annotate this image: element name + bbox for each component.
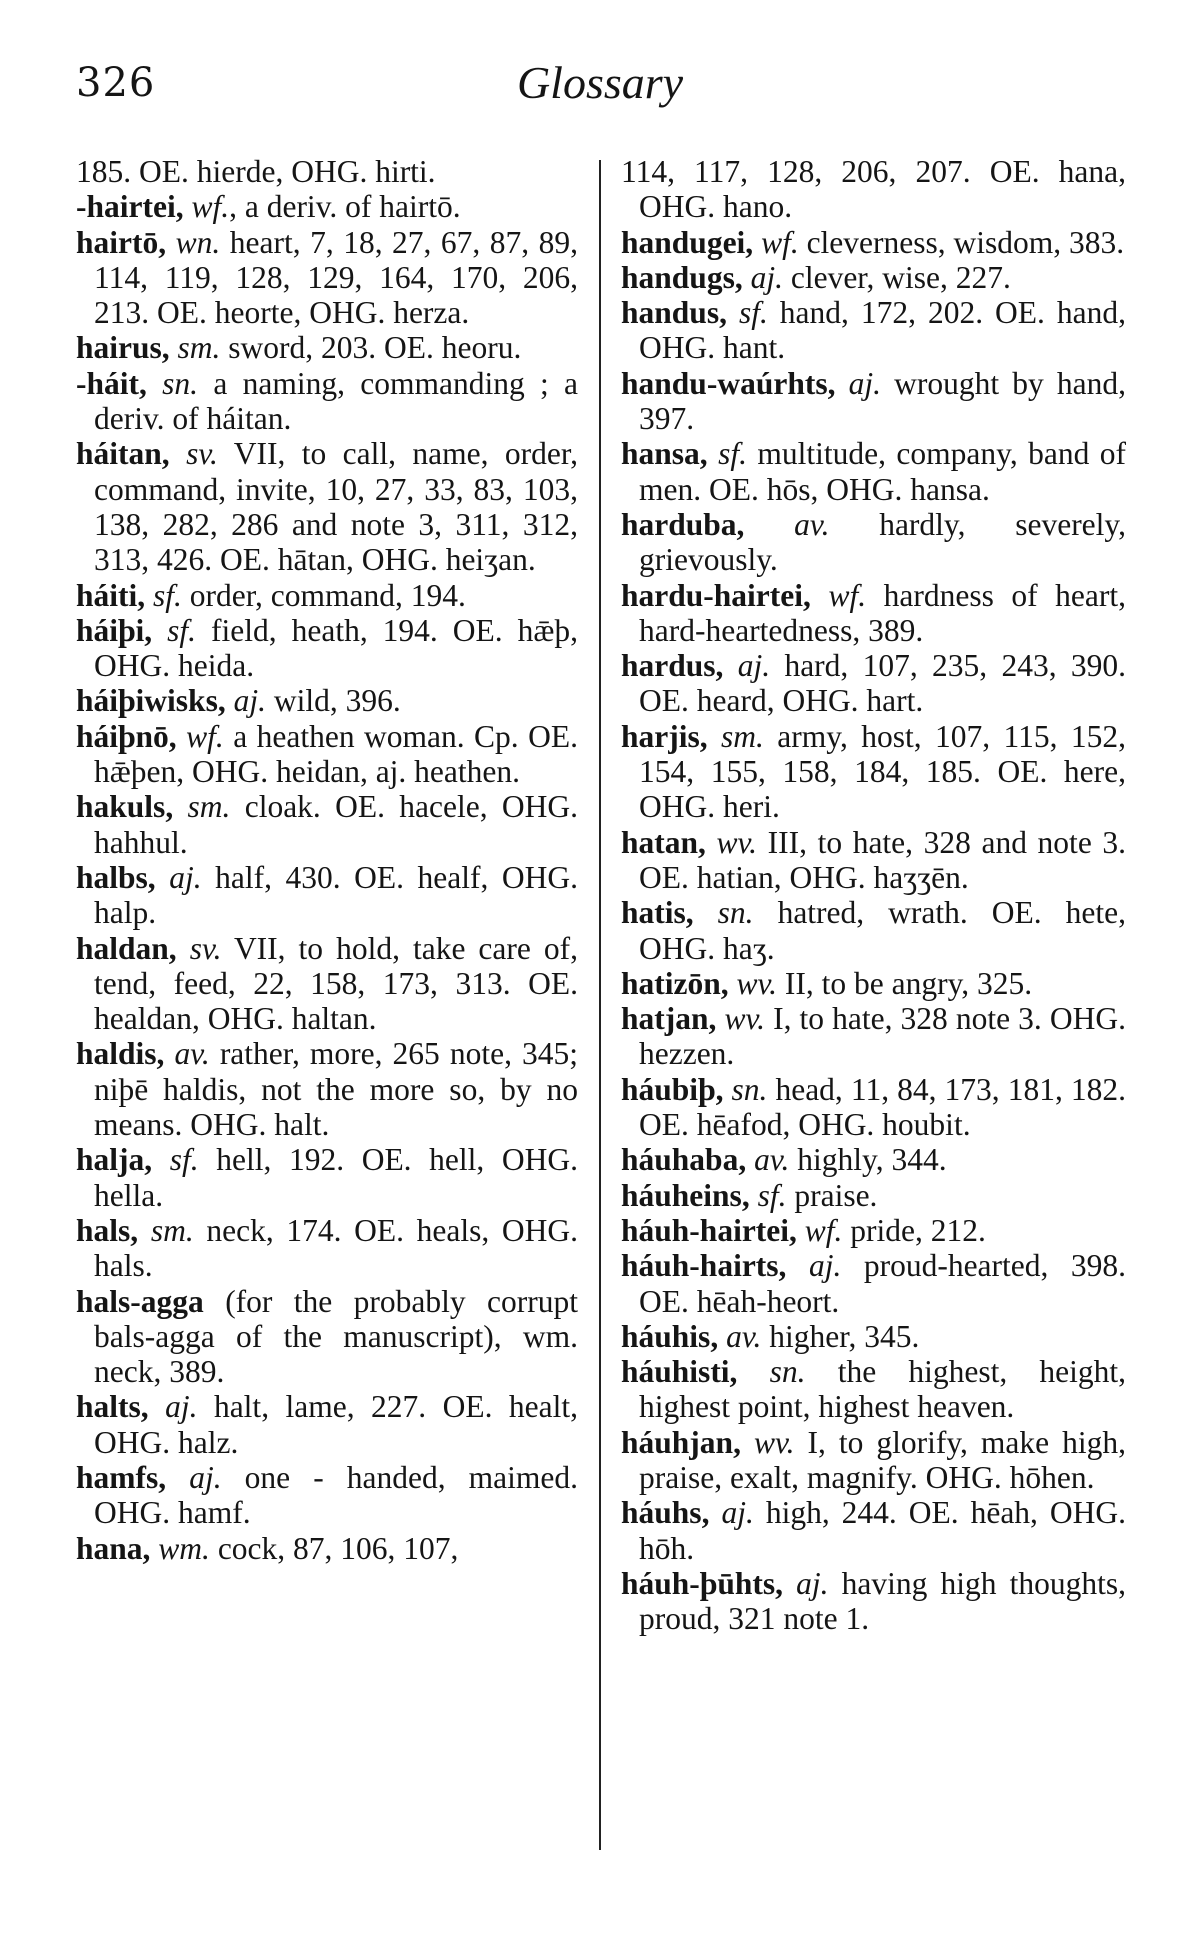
column-divider xyxy=(599,160,601,1850)
entry-definition: cloak. OE. hacele, OHG. hahhul. xyxy=(94,789,579,860)
entry-grammar: sf. xyxy=(757,1177,787,1213)
entry-headword: háuhs, xyxy=(621,1495,710,1531)
glossary-entry xyxy=(76,330,578,365)
glossary-entry xyxy=(76,578,578,613)
entry-headword: haldan, xyxy=(76,930,177,966)
entry-definition: pride, 212. xyxy=(850,1212,986,1248)
entry-headword: háiþi, xyxy=(76,612,153,648)
entry-headword: halbs, xyxy=(76,859,156,895)
glossary-entry xyxy=(76,225,578,331)
entry-grammar: aj. xyxy=(165,1389,198,1425)
entry-headword: hals-agga xyxy=(76,1283,204,1319)
entry-definition: III, to hate, 328 and note 3. OE. hatian, OHG. haʒʒēn. xyxy=(639,824,1127,895)
entry-definition: high, 244. OE. hēah, OHG. hōh. xyxy=(639,1495,1127,1566)
entry-definition: neck, 174. OE. heals, OHG. hals. xyxy=(94,1212,579,1284)
entry-grammar: aj. xyxy=(796,1565,829,1601)
entry-grammar: av. xyxy=(174,1036,210,1072)
entry-headword: hamfs, xyxy=(76,1459,167,1495)
glossary-entry xyxy=(76,1531,578,1566)
glossary-entry xyxy=(76,789,578,860)
entry-definition: hard, 107, 235, 243, 390. OE. heard, OHG. hart. xyxy=(639,648,1127,719)
entry-definition: highly, 344. xyxy=(797,1142,947,1178)
entry-grammar: sm. xyxy=(187,789,231,825)
entry-grammar: wv. xyxy=(716,824,758,860)
entry-grammar: wv. xyxy=(753,1424,795,1460)
entry-grammar: av. xyxy=(754,1142,790,1178)
glossary-entry xyxy=(621,225,1126,260)
entry-grammar: aj. xyxy=(750,259,783,295)
page-title: Glossary xyxy=(516,57,684,108)
glossary-entry xyxy=(621,1354,1126,1425)
entry-grammar: sf. xyxy=(169,1142,199,1178)
entry-definition: the highest, height, highest point, highest heaven. xyxy=(639,1354,1127,1425)
glossary-entry xyxy=(621,366,1126,437)
glossary-entry xyxy=(621,1425,1126,1496)
entry-headword: háuh-þūhts, xyxy=(621,1565,783,1601)
entry-definition: heart, 7, 18, 27, 67, 87, 89, 114, 119, 128, 129, 164, 170, 206, 213. OE. heorte, OHG. herza. xyxy=(94,224,579,331)
glossary-entry xyxy=(76,931,578,1037)
entry-grammar: sf. xyxy=(738,295,768,331)
glossary-entry xyxy=(76,189,578,224)
entry-grammar: sm. xyxy=(721,718,764,754)
entry-headword: hatan, xyxy=(621,824,706,860)
entry-definition: field, heath, 194. OE. hǣþ, OHG. heida. xyxy=(94,612,579,684)
entry-definition: order, command, 194. xyxy=(189,577,466,613)
entry-definition: (for the probably corrupt bals-agga of the manuscript), wm. neck, 389. xyxy=(94,1283,579,1390)
entry-headword: háitan, xyxy=(76,436,170,472)
glossary-entry xyxy=(621,1178,1126,1213)
entry-definition: one - handed, maimed. OHG. hamf. xyxy=(94,1459,578,1531)
glossary-entry xyxy=(621,1319,1126,1354)
entry-definition: II, to be angry, 325. xyxy=(784,965,1033,1001)
entry-definition: praise. xyxy=(794,1177,878,1213)
entry-grammar: sv. xyxy=(186,436,218,472)
entry-headword: hakuls, xyxy=(76,789,174,825)
glossary-entry xyxy=(76,613,578,684)
entry-grammar: sf. xyxy=(153,577,182,613)
entry-headword: háiti, xyxy=(76,577,146,613)
entry-headword: halja, xyxy=(76,1142,153,1178)
entry-definition: cock, 87, 106, 107, xyxy=(217,1530,459,1566)
glossary-entry xyxy=(76,1460,578,1531)
entry-headword: hardu-hairtei, xyxy=(621,577,811,613)
entry-grammar: aj. xyxy=(233,683,266,719)
entry-definition: clever, wise, 227. xyxy=(790,259,1011,295)
entry-grammar: wm. xyxy=(158,1530,210,1566)
entry-grammar: sn. xyxy=(769,1354,806,1390)
entry-definition: army, host, 107, 115, 152, 154, 155, 158, 184, 185. OE. here, OHG. heri. xyxy=(639,718,1126,825)
entry-headword: háuhisti, xyxy=(621,1354,738,1390)
entry-headword: harduba, xyxy=(621,506,745,542)
glossary-entry xyxy=(621,1142,1126,1177)
entry-definition: I, to glorify, make high, praise, exalt, magnify. OHG. hōhen. xyxy=(639,1424,1126,1495)
entry-definition: a naming, commanding ; a deriv. of háitan. xyxy=(94,365,578,437)
glossary-entry xyxy=(621,507,1126,578)
glossary-entry xyxy=(76,1142,578,1213)
entry-definition: multitude, company, band of men. OE. hōs, OHG. hansa. xyxy=(639,436,1127,507)
entry-continuation: 114, 117, 128, 206, 207. OE. hana, OHG. hano. xyxy=(621,154,1126,225)
glossary-entry xyxy=(621,436,1126,507)
entry-grammar: wv. xyxy=(724,1001,766,1037)
entry-grammar: sn. xyxy=(162,365,199,401)
entry-definition: halt, lame, 227. OE. healt, OHG. halz. xyxy=(94,1389,579,1460)
glossary-entry xyxy=(76,860,578,931)
entry-headword: handu-waúrhts, xyxy=(621,365,836,401)
entry-headword: hals, xyxy=(76,1212,139,1248)
entry-headword: halts, xyxy=(76,1389,149,1425)
entry-grammar: av. xyxy=(726,1318,762,1354)
entry-headword: háiþiwisks, xyxy=(76,683,226,719)
entry-headword: -hairtei, xyxy=(76,189,184,225)
entry-definition: , a deriv. of hairtō. xyxy=(229,189,461,225)
entry-definition: half, 430. OE. healf, OHG. halp. xyxy=(94,859,579,931)
entry-definition: having high thoughts, proud, 321 note 1. xyxy=(639,1565,1126,1637)
glossary-entry xyxy=(621,1001,1126,1072)
entry-headword: harjis, xyxy=(621,718,708,754)
entry-grammar: aj. xyxy=(848,365,881,401)
glossary-entry xyxy=(621,1072,1126,1143)
entry-grammar: sn. xyxy=(717,895,754,931)
entry-definition: hardness of heart, hard-heartedness, 389. xyxy=(639,577,1126,648)
glossary-entry xyxy=(76,1213,578,1284)
entry-headword: hatizōn, xyxy=(621,965,729,1001)
entry-grammar: sn. xyxy=(731,1071,768,1107)
entry-definition: cleverness, wisdom, 383. xyxy=(806,224,1125,260)
glossary-entry xyxy=(621,1566,1126,1637)
entry-grammar: sv. xyxy=(189,930,222,966)
entry-headword: handugs, xyxy=(621,259,743,295)
glossary-entry xyxy=(76,683,578,718)
entry-headword: háuheins, xyxy=(621,1177,750,1213)
glossary-entry xyxy=(76,719,578,790)
entry-grammar: wf. xyxy=(191,189,230,225)
entry-headword: hansa, xyxy=(621,436,708,472)
entry-definition: VII, to hold, take care of, tend, feed, 22, 158, 173, 313. OE. healdan, OHG. haltan. xyxy=(94,930,578,1037)
entry-headword: háuh-hairtei, xyxy=(621,1212,797,1248)
entry-grammar: wf. xyxy=(804,1212,843,1248)
entry-definition: head, 11, 84, 173, 181, 182. OE. hēafod, OHG. houbit. xyxy=(639,1071,1127,1143)
glossary-entry xyxy=(76,366,578,437)
glossary-entry xyxy=(76,436,578,577)
entry-definition: rather, more, 265 note, 345; niþē haldis, not the more so, by no means. OHG. halt. xyxy=(94,1036,579,1143)
entry-headword: háiþnō, xyxy=(76,718,177,754)
entry-headword: -háit, xyxy=(76,365,147,401)
entry-grammar: wf. xyxy=(761,224,799,260)
glossary-entry xyxy=(76,1036,578,1142)
entry-grammar: aj. xyxy=(189,1459,222,1495)
entry-grammar: sf. xyxy=(718,436,747,472)
glossary-entry xyxy=(621,966,1126,1001)
entry-grammar: sf. xyxy=(167,612,197,648)
entry-continuation: 185. OE. hierde, OHG. hirti. xyxy=(76,154,436,189)
entry-grammar: aj. xyxy=(721,1495,754,1531)
entry-headword: hairus, xyxy=(76,330,170,366)
entry-definition: higher, 345. xyxy=(769,1318,920,1354)
page-number: 326 xyxy=(76,60,156,106)
entry-grammar: wn. xyxy=(175,224,221,260)
entry-grammar: sm. xyxy=(177,330,221,366)
glossary-entry xyxy=(621,1495,1126,1566)
entry-definition: hardly, severely, grievously. xyxy=(639,506,1126,578)
entry-grammar: aj. xyxy=(737,648,771,684)
entry-definition: VII, to call, name, order, command, invite, 10, 27, 33, 83, 103, 138, 282, 286 and note 3, 311, 312, 313, 426. OE. hātan, OHG. heiʒan. xyxy=(94,436,579,578)
entry-definition: proud-hearted, 398. OE. hēah-heort. xyxy=(639,1248,1127,1319)
glossary-entry xyxy=(621,648,1126,719)
glossary-entry xyxy=(621,895,1126,966)
entry-definition: a heathen woman. Cp. OE. hǣþen, OHG. heidan, aj. heathen. xyxy=(94,718,578,790)
entry-definition: hatred, wrath. OE. hete, OHG. haʒ. xyxy=(639,895,1126,966)
entry-headword: handugei, xyxy=(621,224,754,260)
glossary-entry xyxy=(621,1248,1126,1319)
entry-headword: háubiþ, xyxy=(621,1071,724,1107)
entry-grammar: sm. xyxy=(150,1212,194,1248)
entry-headword: háuhis, xyxy=(621,1318,719,1354)
glossary-entry xyxy=(621,719,1126,825)
entry-headword: haldis, xyxy=(76,1036,165,1072)
glossary-entry xyxy=(621,578,1126,649)
entry-definition: hell, 192. OE. hell, OHG. hella. xyxy=(94,1142,578,1213)
entry-definition: sword, 203. OE. heoru. xyxy=(228,330,522,366)
entry-headword: hatis, xyxy=(621,895,694,931)
entry-grammar: av. xyxy=(794,506,830,542)
glossary-entry xyxy=(621,1213,1126,1248)
right-column xyxy=(621,154,1126,1636)
entry-headword: hardus, xyxy=(621,648,724,684)
glossary-entry xyxy=(76,1284,578,1390)
glossary-entry xyxy=(621,295,1126,366)
glossary-entry xyxy=(621,825,1126,896)
glossary-entry xyxy=(621,260,1126,295)
glossary-entry xyxy=(621,154,1126,225)
entry-definition: wrought by hand, 397. xyxy=(639,365,1127,437)
entry-headword: handus, xyxy=(621,295,727,331)
entry-grammar: wf. xyxy=(186,718,224,754)
entry-grammar: wf. xyxy=(828,577,867,613)
entry-headword: háuh-hairts, xyxy=(621,1248,787,1284)
entry-grammar: wv. xyxy=(736,965,778,1001)
entry-headword: hairtō, xyxy=(76,224,167,260)
entry-headword: hana, xyxy=(76,1530,151,1566)
entry-grammar: aj. xyxy=(808,1248,842,1284)
entry-headword: hatjan, xyxy=(621,1001,717,1037)
entry-definition: hand, 172, 202. OE. hand, OHG. hant. xyxy=(639,295,1126,366)
left-column xyxy=(76,154,578,1566)
entry-definition: I, to hate, 328 note 3. OHG. hezzen. xyxy=(639,1001,1126,1072)
entry-definition: wild, 396. xyxy=(273,683,401,719)
glossary-entry xyxy=(76,1389,578,1460)
entry-grammar: aj. xyxy=(169,859,202,895)
entry-headword: háuhaba, xyxy=(621,1142,747,1178)
entry-headword: háuhjan, xyxy=(621,1424,741,1460)
glossary-entry xyxy=(76,154,578,189)
